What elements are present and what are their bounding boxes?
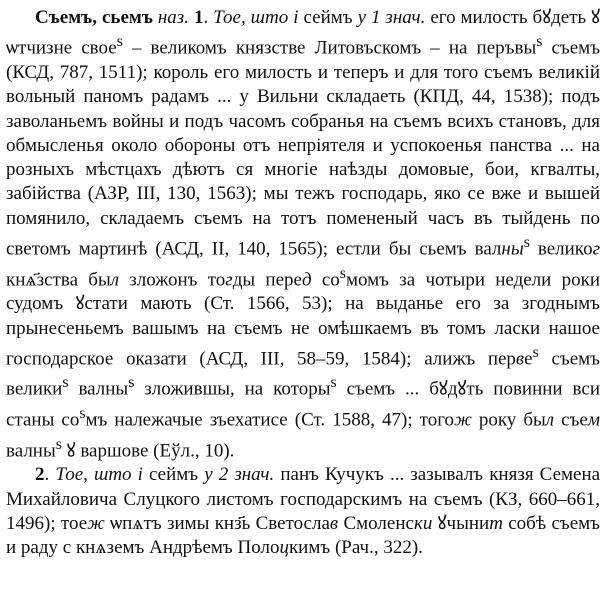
citation-text: кимъ (Рач., 322). [288, 537, 423, 559]
sense-1-ref-prep: у [357, 7, 366, 28]
headword: Съемъ, сьемъ [35, 7, 153, 28]
superscript-s: s [116, 33, 123, 51]
citation-text: зложившы, на которы [134, 378, 331, 400]
italic-letters: д [301, 268, 312, 290]
superscript-s: s [339, 264, 346, 282]
citation-text: ды пере [232, 268, 302, 290]
sense-1-definition: Тое, што і [213, 7, 299, 28]
citation-text: зложонъ то [119, 268, 226, 290]
citation-text: со [311, 268, 340, 290]
citation-text: ꙋ варшове (Еўл., 10). [61, 440, 235, 462]
citation-text: съемъ ... бꙋдꙋть повинни вси станы со [6, 378, 600, 431]
citation-text: кнѧ҃зства бы [6, 268, 111, 290]
superscript-s: s [523, 234, 530, 251]
citation-text: валны [68, 378, 129, 400]
citation-text: момъ за чотыри недели роки судомъ ꙋстати мають (Ст. 1566, 53); на выданье его за згоднымъ прынесеньемъ вашымъ на съемъ не омѣшкаемъ въ томъ ласки нашое господарское оказати (АСД, III, 58–59, 1584); алижъ пер [6, 268, 601, 370]
italic-letters: л [545, 409, 555, 431]
citation-text: ѡпѧтъ зимы кнз҃ь Светосла [104, 512, 330, 534]
citation-text: собѣ съемъ и раду с кнѧземъ Андрѣемъ Поло [6, 512, 600, 559]
citation-text: съемъ велики [6, 348, 600, 400]
italic-letters: г [592, 238, 600, 260]
italic-letters: т [489, 512, 503, 534]
citation-text: ꙋчыни [432, 512, 490, 534]
italic-letters: м [587, 409, 600, 431]
citation-text: валны [6, 440, 56, 462]
sense-1-paragraph: Съемъ, сьемъ наз. 1. Тое, што і сеймъ у 1 знач. его милость бꙋдеть ꙋ ѡтчизне свое$^s$ – великомъ князстве Литовъскомъ – на перъвы$^s$ съемъ (КСД, 787, 1511); король его милость и теперъ и для того съемъ великій вольный паномъ радамъ ... у Вильни складаеть (КПД, 44, 1538); подъ заволаньемъ войны и подъ часомъ собранья на съемъ всихъ становъ, для обмысленья около обороны отъ непріятеля и успокоенья панства ... на розныхъ мѣстцахъ дѣютъ ся многіе наѣзды домовые, бои, кгвалты, забійства (АЗР, III, 130, 1563); мы тежъ господарь, яко се вже и вышей помянило, складаемъ съемъ на тотъ помененый часъ въ тыйдень по светомъ мартинѣ (АСД, II, 140, 1565); естли бы сьемъ валны$^s$ великог кнѧ҃зства был зложонъ тогды перед $со^sмомъ$ за чотыри недели роки судомъ ꙋстати мають (Ст. 1566, 53); на выданье его за згоднымъ прынесеньемъ вашымъ на съемъ не омѣшкаемъ въ томъ ласки нашое господарское оказати (АСД, III, 58–59, 1584); алижъ перве$^s$ съемъ велики$^s$ валны$^s$ зложившы, на которы$^s$ съемъ ... бꙋдꙋть повинни вси станы $со^sмъ$ належачые зъехатисе (Ст. 1588, 47); тогож року был съем валны$^s$ ꙋ варшове (Еўл., 10). [6, 7, 601, 462]
sense-2-number: 2 [35, 464, 45, 486]
sense-1-ref-word: сеймъ [303, 7, 353, 28]
citation-text: его милость бꙋдеть ꙋ ѡтчизне свое [6, 7, 601, 59]
citation-text: мъ належачые зъехатисе (Ст. 1588, 47); того [85, 409, 455, 431]
citation-text: е [524, 348, 533, 370]
sense-1-number: 1 [193, 7, 204, 28]
italic-letters: г [225, 268, 233, 290]
citation-text: велико [529, 238, 593, 260]
superscript-s: s [536, 33, 543, 51]
part-of-speech: наз. [157, 7, 189, 28]
citation-text: съемъ (КСД, 787, 1511); король его милость и теперъ и для того съемъ великій вольный паномъ радамъ ... у Вильни складаеть (КПД, 44, 1538); подъ заволаньемъ войны и подъ часомъ собранья на съемъ всихъ становъ, для обмысленья около обороны отъ непріятеля и успокоенья панства ... на розныхъ мѣстцахъ дѣютъ ся многіе наѣзды домовые, бои, кгвалты, забійства (АЗР, III, 130, 1563); мы тежъ господарь, яко се вже и вышей помянило, складаемъ съемъ на тотъ помененый часъ въ тыйдень по светомъ мартинѣ (АСД, II, 140, 1565); естли бы сьемъ вал [6, 37, 601, 260]
sense-2-ref-prep: у [204, 464, 213, 486]
superscript-s: s [55, 435, 62, 453]
superscript-s: s [62, 374, 69, 392]
italic-letters: л [110, 268, 120, 290]
superscript-s: s [79, 405, 86, 423]
italic-letters: в [515, 348, 525, 370]
sense-2-paragraph: 2. Тое, што і сеймъ у 2 знач. панъ Кучукъ ... зазывалъ князя Семена Михайловича Слуцкого листомъ господарскимъ на съемъ (КЗ, 660–661, 1496); тоеж ѡпѧтъ зимы кнз҃ь Светослав Смоленски ꙋчынит собѣ съемъ и раду с кнѧземъ Андрѣемъ Полоцкимъ (Рач., 322). [6, 464, 601, 559]
sense-2-ref-sense: 2 знач. [218, 464, 275, 486]
italic-letters: ж [454, 409, 472, 431]
citation-text: – великомъ князстве Литовъскомъ – на перъвы [122, 37, 537, 59]
italic-letters: в [329, 512, 339, 534]
citation-text: панъ Кучукъ ... зазывалъ князя Семена Михайловича Слуцкого листомъ господарскимъ на съемъ (КЗ, 660–661, 1496); тое [6, 464, 601, 534]
italic-letters: ж [87, 512, 105, 534]
superscript-s: s [128, 374, 135, 392]
dictionary-entry [6, 6, 600, 561]
citation-text: року бы [471, 409, 546, 431]
superscript-s: s [330, 374, 337, 392]
italic-letters: ц [279, 537, 289, 559]
superscript-s: s [532, 343, 539, 361]
italic-letters: ны [501, 238, 524, 260]
italic-letters: ки [413, 512, 433, 534]
citation-text: съе [554, 409, 588, 431]
sense-2-ref-word: сеймъ [149, 464, 199, 486]
citation-text: Смоленс [338, 512, 414, 534]
sense-1-ref-sense: 1 знач. [370, 7, 426, 28]
sense-2-definition: Тое, што і [55, 464, 143, 486]
